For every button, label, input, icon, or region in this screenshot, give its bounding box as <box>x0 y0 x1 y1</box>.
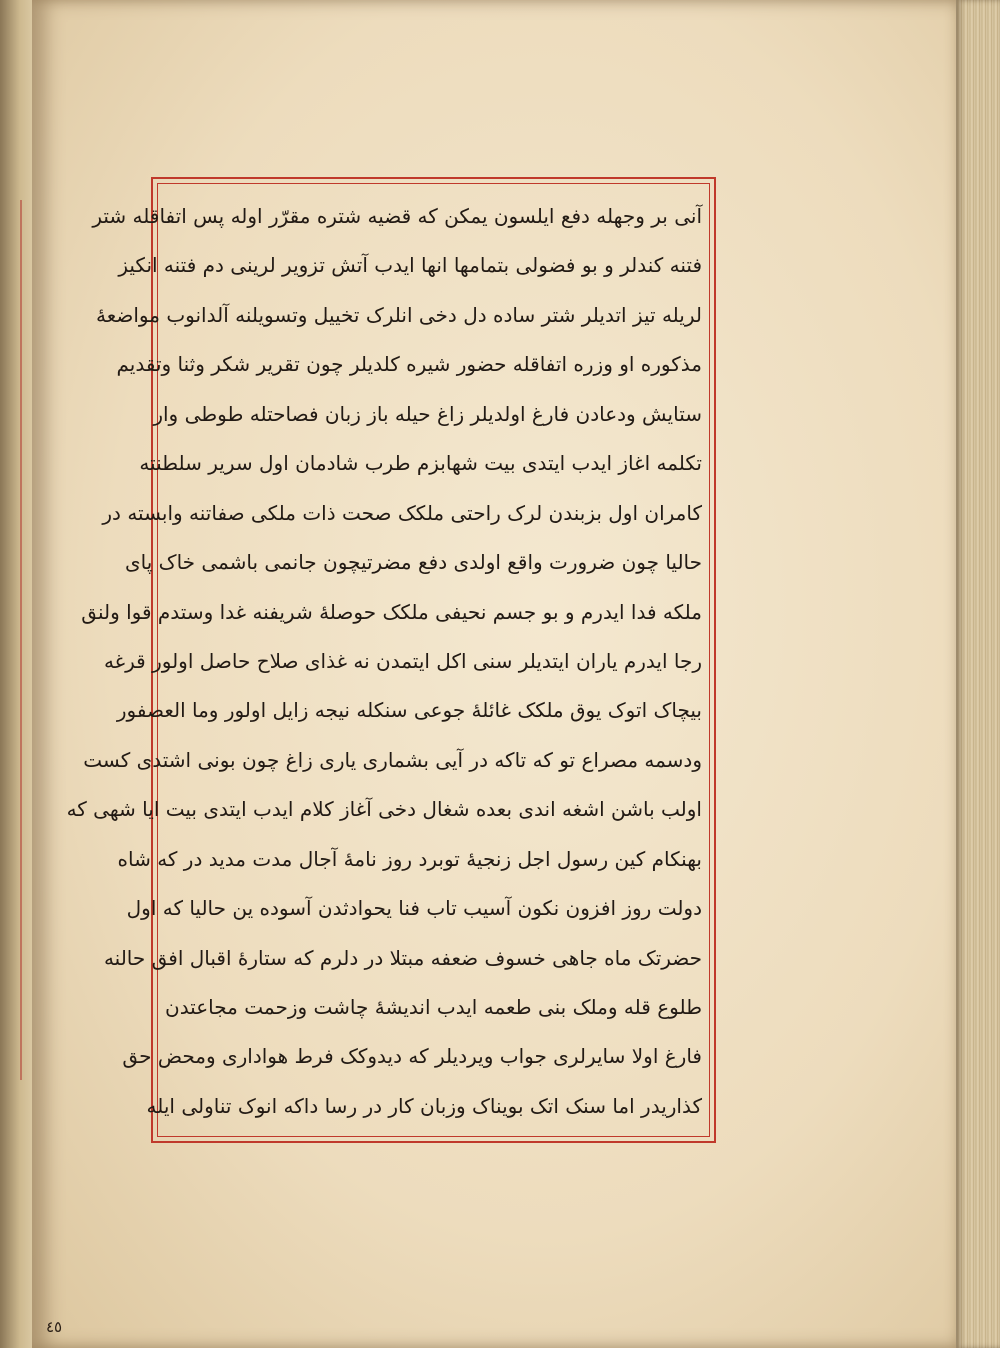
text-line: دولت روز افزون نکون آسیب تاب فنا یحوادثدن آسوده ین حالیا که اول <box>126 896 702 921</box>
text-line: لریله تیز اتدیلر شتر ساده دل دخی انلرک تخییل وتسویلنه آلدانوب مواضعهٔ <box>96 302 702 327</box>
text-block <box>66 193 702 1129</box>
manuscript-page <box>32 0 960 1348</box>
text-line: ودسمه مصراع تو که تاکه در آیی بشماری یاری زاغ چون بونی اشتدی کست <box>83 747 702 772</box>
text-line: اولب باشن اشغه اندی بعده شغال دخی آغاز کلام ایدب ایتدی بیت ایا شهی که <box>66 797 702 822</box>
text-line: حضرتک ماه جاهی خسوف ضعفه مبتلا در دلرم که ستارهٔ اقبال افق حالنه <box>103 945 702 970</box>
text-line: رجا ایدرم یاران ایتدیلر سنی اکل ایتمدن نه غذای صلاح حاصل اولور قرغه <box>103 648 702 673</box>
left-page-rule <box>4 200 22 1080</box>
text-line: بیچاک اتوک یوق ملکک غائلهٔ جوعی سنکله نیجه زایل اولور وما العصفور <box>116 698 702 723</box>
text-frame-red-rule <box>66 177 716 1143</box>
text-line: کذاریدر اما سنک اتک بویناک وزبان کار در رسا داکه انوک تناولی ایله <box>146 1093 702 1118</box>
text-line: تکلمه اغاز ایدب ایتدی بیت شهابزم طرب شادمان اول سریر سلطنته <box>139 451 702 476</box>
text-line: بهنکام کین رسول اجل زنجیهٔ توبرد روز نامهٔ آجال مدت مدید در که شاه <box>117 846 702 871</box>
text-line: مذکوره او وزره اتفاقله حضور شیره کلدیلر چون تقریر شکر وثنا وتقدیم <box>116 352 702 377</box>
text-line: کامران اول بزبندن لرک راحتی ملکک صحت ذات ملکی صفاتنه وابسته در <box>102 500 702 525</box>
page-edges <box>956 0 1000 1348</box>
text-line: طلوع قله وملک بنی طعمه ایدب اندیشهٔ چاشت وزحمت مجاعتدن <box>165 995 702 1019</box>
text-line: حالیا چون ضرورت واقع اولدی دفع مضرتیچون جانمی باشمی خاک پای <box>125 550 702 575</box>
text-line: ملکه فدا ایدرم و بو جسم نحیفی ملکک حوصلهٔ شریفنه غدا وستدم قوا ولنق <box>81 599 702 624</box>
folio-number: ٤٥ <box>46 1318 63 1336</box>
text-line: فارغ اولا سایرلری جواب ویردیلر که دیدوکک فرط هواداری ومحض حق <box>122 1044 702 1069</box>
text-line: فتنه کندلر و بو فضولی بتمامها انها ایدب آتش تزویر لرینی دم فتنه انکیز <box>118 253 702 278</box>
text-line: آنی بر وجهله دفع ایلسون یمکن که قضیه شتره مقرّر اوله پس اتفاقله شتر <box>92 204 702 228</box>
text-line: ستایش ودعادن فارغ اولدیلر زاغ حیله باز زبان فصاحتله طوطی وار <box>153 401 702 426</box>
